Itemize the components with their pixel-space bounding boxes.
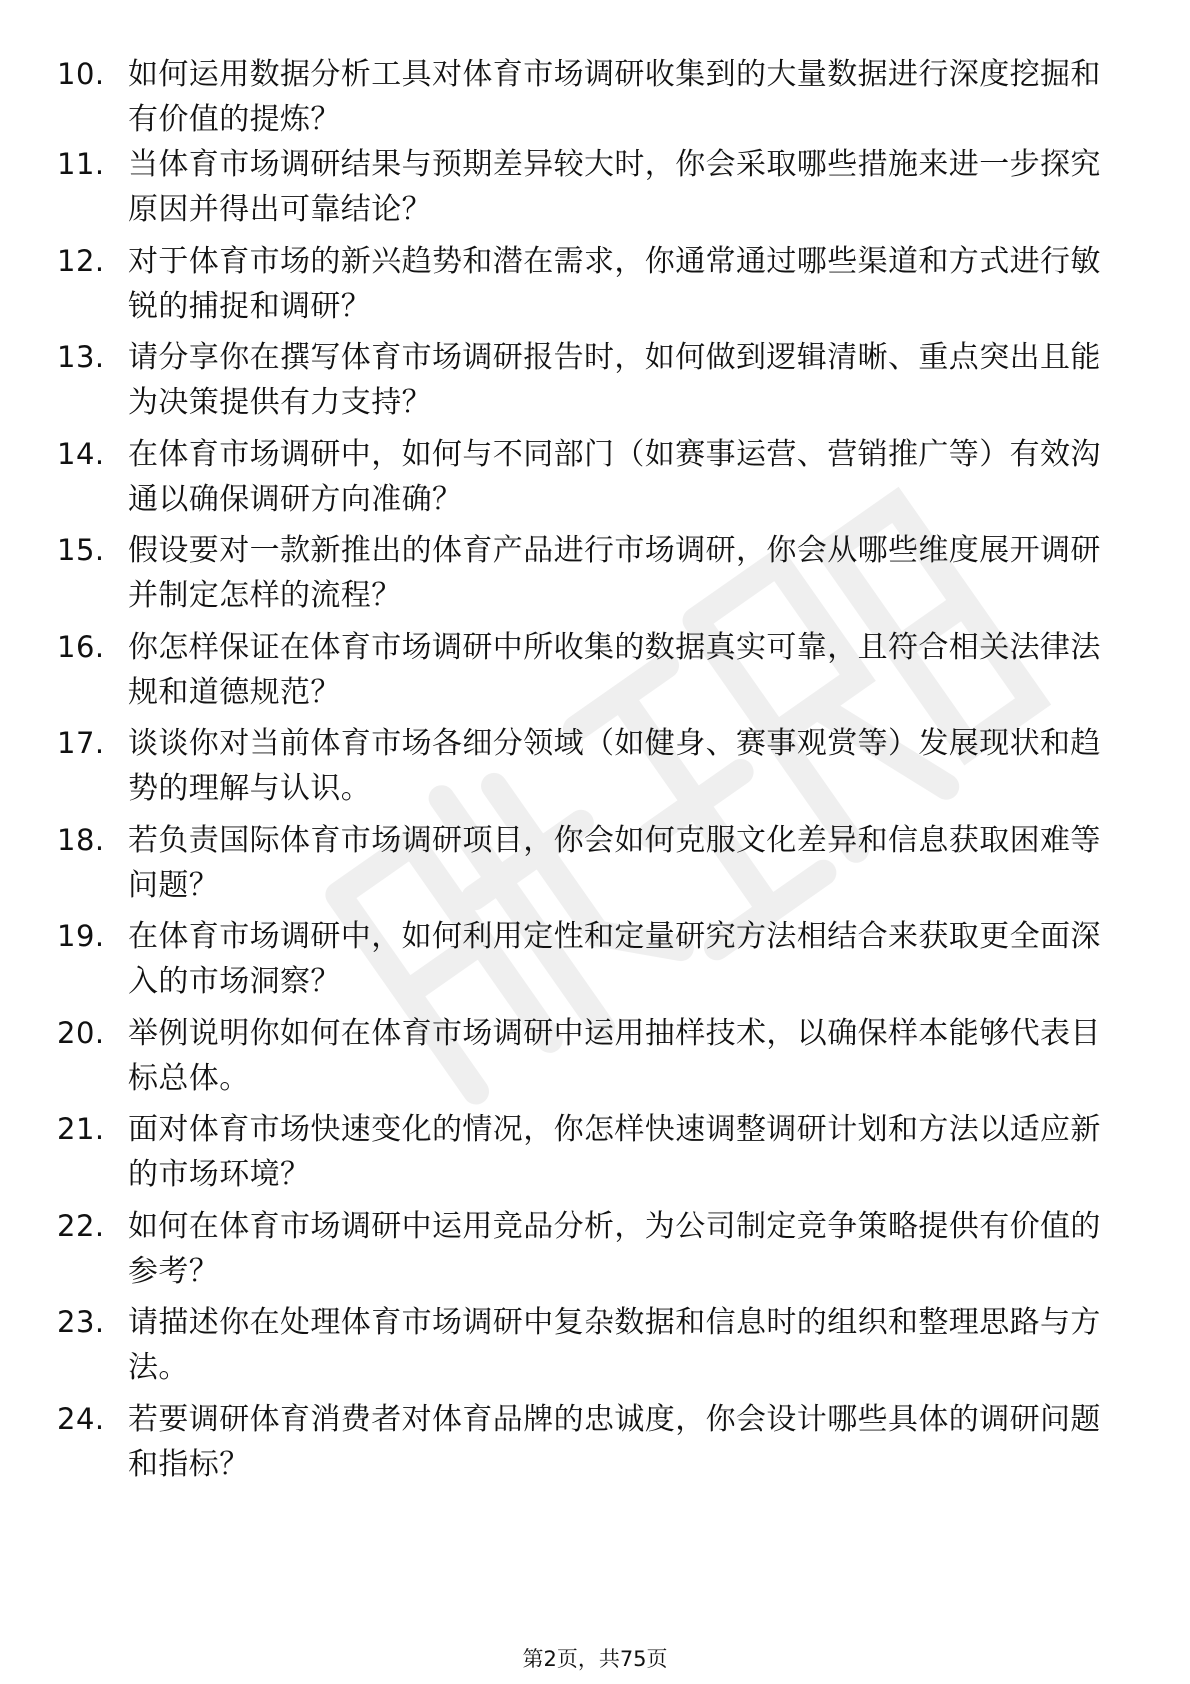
question-number: 17.	[57, 726, 105, 760]
question-number: 13.	[57, 340, 105, 374]
question-number: 23.	[57, 1305, 105, 1339]
question-item	[0, 142, 1190, 232]
question-number: 11.	[57, 147, 105, 181]
question-item	[0, 528, 1190, 618]
question-number: 10.	[57, 57, 105, 91]
question-text: 面对体育市场快速变化的情况，你怎样快速调整调研计划和方法以适应新的市场环境？	[128, 1112, 1101, 1192]
question-item	[0, 914, 1190, 1004]
question-text: 如何在体育市场调研中运用竞品分析，为公司制定竞争策略提供有价值的参考？	[128, 1209, 1101, 1289]
question-item	[0, 335, 1190, 425]
question-item	[0, 1300, 1190, 1390]
question-text: 对于体育市场的新兴趋势和潜在需求，你通常通过哪些渠道和方式进行敏锐的捕捉和调研？	[128, 244, 1101, 324]
question-number: 19.	[57, 919, 105, 953]
question-number: 21.	[57, 1112, 105, 1146]
question-text: 若要调研体育消费者对体育品牌的忠诚度，你会设计哪些具体的调研问题和指标？	[128, 1402, 1101, 1482]
question-text: 若负责国际体育市场调研项目，你会如何克服文化差异和信息获取困难等问题？	[128, 823, 1101, 903]
question-item	[0, 721, 1190, 811]
question-text: 当体育市场调研结果与预期差异较大时，你会采取哪些措施来进一步探究原因并得出可靠结论？	[128, 147, 1101, 227]
page-footer: 第2页，共75页	[522, 1647, 668, 1671]
question-text: 请描述你在处理体育市场调研中复杂数据和信息时的组织和整理思路与方法。	[128, 1305, 1101, 1385]
question-number: 24.	[57, 1402, 105, 1436]
question-number: 18.	[57, 823, 105, 857]
question-number: 22.	[57, 1209, 105, 1243]
question-text: 谈谈你对当前体育市场各细分领域（如健身、赛事观赏等）发展现状和趋势的理解与认识。	[128, 726, 1101, 806]
question-item	[0, 1397, 1190, 1487]
question-item	[0, 1011, 1190, 1101]
question-item	[0, 52, 1190, 142]
question-text: 在体育市场调研中，如何利用定性和定量研究方法相结合来获取更全面深入的市场洞察？	[128, 919, 1101, 999]
question-text: 举例说明你如何在体育市场调研中运用抽样技术，以确保样本能够代表目标总体。	[128, 1016, 1101, 1096]
question-text: 你怎样保证在体育市场调研中所收集的数据真实可靠，且符合相关法律法规和道德规范？	[128, 630, 1101, 710]
question-text: 假设要对一款新推出的体育产品进行市场调研，你会从哪些维度展开调研并制定怎样的流程？	[128, 533, 1101, 613]
question-item	[0, 818, 1190, 908]
question-item	[0, 432, 1190, 522]
question-item	[0, 1204, 1190, 1294]
question-item	[0, 239, 1190, 329]
question-number: 12.	[57, 244, 105, 278]
question-number: 14.	[57, 437, 105, 471]
question-number: 20.	[57, 1016, 105, 1050]
question-number: 16.	[57, 630, 105, 664]
question-text: 请分享你在撰写体育市场调研报告时，如何做到逻辑清晰、重点突出且能为决策提供有力支持？	[128, 340, 1101, 420]
question-number: 15.	[57, 533, 105, 567]
question-text: 在体育市场调研中，如何与不同部门（如赛事运营、营销推广等）有效沟通以确保调研方向准确？	[128, 437, 1101, 517]
question-item	[0, 625, 1190, 715]
question-text: 如何运用数据分析工具对体育市场调研收集到的大量数据进行深度挖掘和有价值的提炼？	[128, 57, 1101, 137]
question-item	[0, 1107, 1190, 1197]
